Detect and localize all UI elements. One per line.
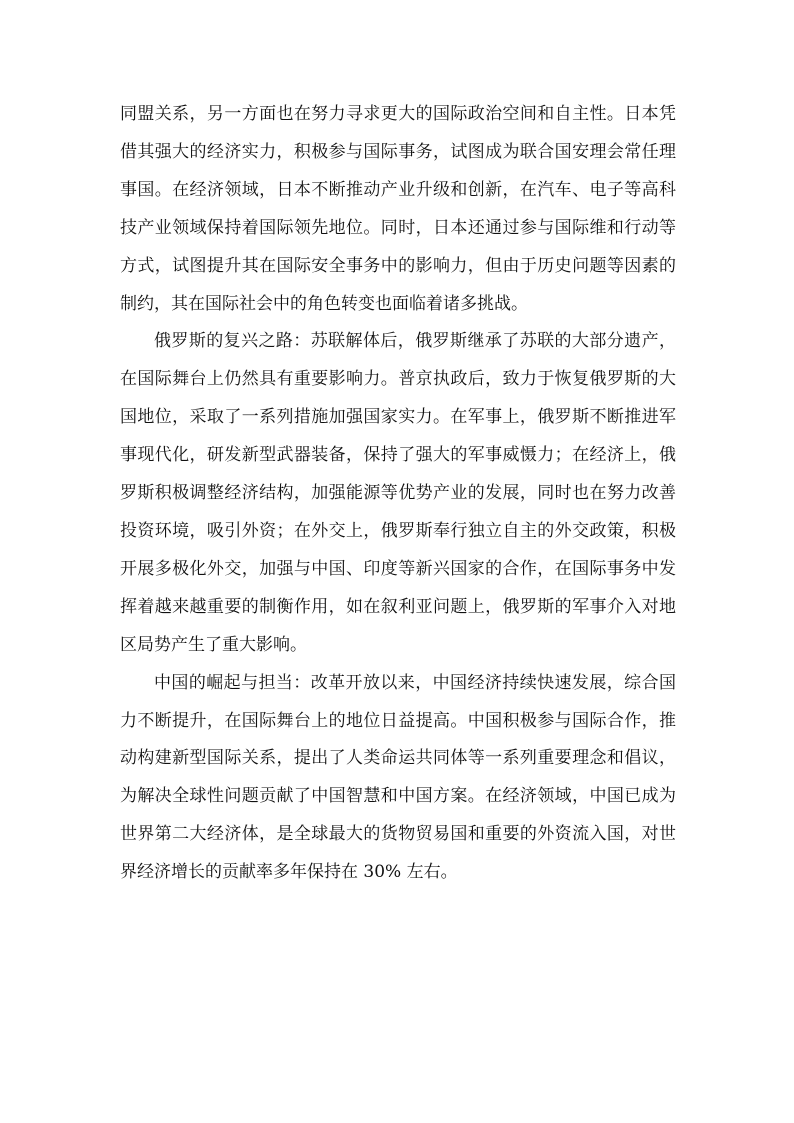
paragraph-japan: 同盟关系，另一方面也在努力寻求更大的国际政治空间和自主性。日本凭借其强大的经济实力，积极参与国际事务，试图成为联合国安理会常任理事国。在经济领域，日本不断推动产业升级和创新，在汽车、电子等高科技产业领域保持着国际领先地位。同时，日本还通过参与国际维和行动等方式，试图提升其在国际安全事务中的影响力，但由于历史问题等因素的制约，其在国际社会中的角色转变也面临着诸多挑战。 [120,104,676,314]
paragraph-china: 中国的崛起与担当：改革开放以来，中国经济持续快速发展，综合国力不断提升，在国际舞台上的地位日益提高。中国积极参与国际合作，推动构建新型国际关系，提出了人类命运共同体等一系列重要理念和倡议，为解决全球性问题贡献了中国智慧和中国方案。在经济领域，中国已成为世界第二大经济体，是全球最大的货物贸易国和重要的外资流入国，对世界经济增长的贡献率多年保持在 30% 左右。 [120,672,676,883]
paragraph-russia: 俄罗斯的复兴之路：苏联解体后，俄罗斯继承了苏联的大部分遗产，在国际舞台上仍然具有重要影响力。普京执政后，致力于恢复俄罗斯的大国地位，采取了一系列措施加强国家实力。在军事上，俄罗斯不断推进军事现代化，研发新型武器装备，保持了强大的军事威慑力；在经济上，俄罗斯积极调整经济结构，加强能源等优势产业的发展，同时也在努力改善投资环境，吸引外资；在外交上，俄罗斯奉行独立自主的外交政策，积极开展多极化外交，加强与中国、印度等新兴国家的合作，在国际事务中发挥着越来越重要的制衡作用，如在叙利亚问题上，俄罗斯的军事介入对地区局势产生了重大影响。 [120,331,676,655]
body-text [120,96,676,892]
